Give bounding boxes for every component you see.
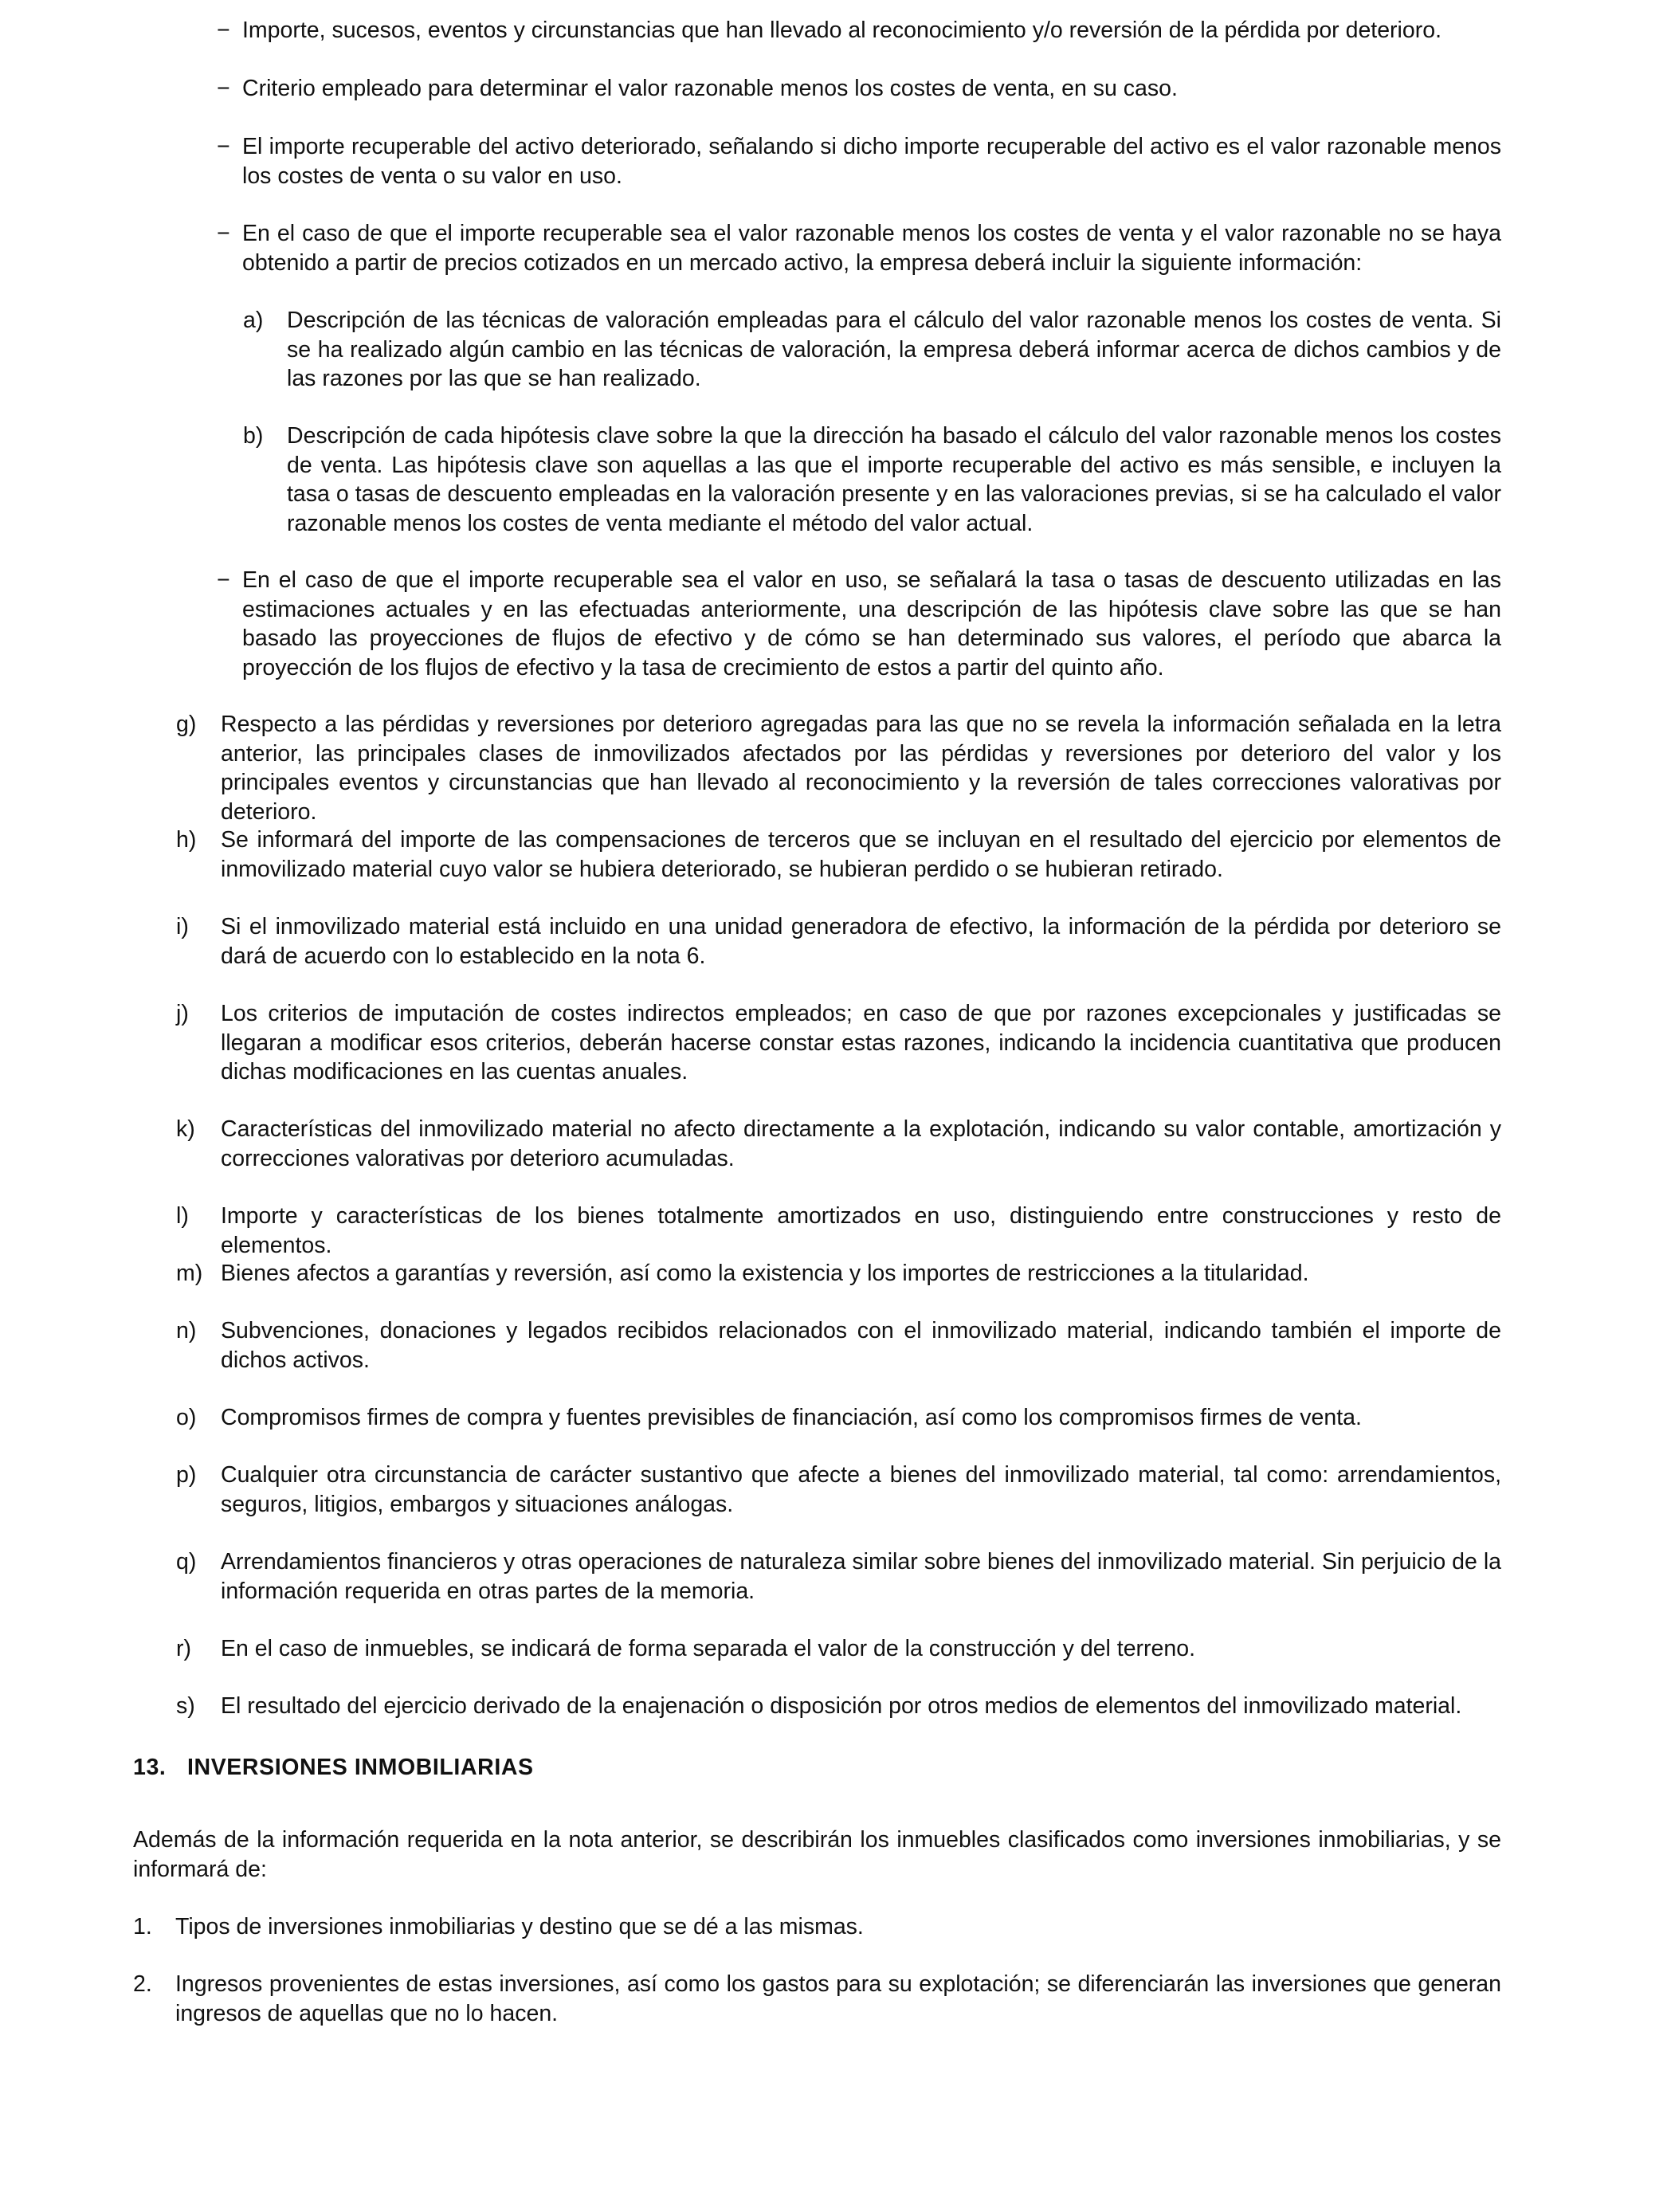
letter-item-text: En el caso de inmuebles, se indicará de forma separada el valor de la construcción y del terreno. <box>221 1636 1196 1661</box>
numbered-item <box>133 1970 1501 2028</box>
letter-marker: n) <box>176 1318 197 1343</box>
letter-item <box>176 1461 1501 1519</box>
letter-marker: r) <box>176 1636 191 1661</box>
letter-item-text: Respecto a las pérdidas y reversiones por deterioro agregadas para las que no se revela la información señalada en la letra anterior, las principales clases de inmovilizados afectados por las pérdidas y reversiones por deterioro del valor y los principales eventos y circunstancias que han llevado al reconocimiento y la reversión de tales correcciones valorativas por deterioro. <box>221 712 1501 825</box>
dash-item-text: En el caso de que el importe recuperable sea el valor razonable menos los costes de venta y el valor razonable no se haya obtenido a partir de precios cotizados en un mercado activo, la empresa deberá incluir la siguiente información: <box>242 221 1501 276</box>
letter-marker: o) <box>176 1405 197 1430</box>
sub-item-text: Descripción de cada hipótesis clave sobre la que la dirección ha basado el cálculo del valor razonable menos los costes de venta. Las hipótesis clave son aquellas a las que el importe recuperable del activo es más sensible, e incluyen la tasa o tasas de descuento empleadas en la valoración presente y en las valoraciones previas, si se ha calculado el valor razonable menos los costes de venta mediante el método del valor actual. <box>287 423 1501 536</box>
letter-marker: h) <box>176 827 197 853</box>
letter-marker: s) <box>176 1693 195 1719</box>
sub-item <box>243 306 1501 394</box>
letter-item <box>176 1115 1501 1173</box>
letter-marker: g) <box>176 712 197 737</box>
letter-item-text: Si el inmovilizado material está incluido en una unidad generadora de efectivo, la información de la pérdida por deterioro se dará de acuerdo con lo establecido en la nota 6. <box>221 914 1501 969</box>
letter-item <box>176 1634 1501 1664</box>
dash-item <box>217 74 1501 104</box>
numbered-item-text: Tipos de inversiones inmobiliarias y destino que se dé a las mismas. <box>175 1914 864 1939</box>
letter-item <box>176 1202 1501 1260</box>
letter-item-text: Los criterios de imputación de costes indirectos empleados; en caso de que por razones excepcionales y justificadas se llegaran a modificar esos criterios, deberán hacerse constar estas razones, indicando la incidencia cuantitativa que producen dichas modificaciones en las cuentas anuales. <box>221 1001 1501 1084</box>
dash-bullet: − <box>217 567 230 593</box>
letter-item-text: Importe y características de los bienes totalmente amortizados en uso, distinguiendo entre construcciones y resto de elementos. <box>221 1203 1501 1258</box>
letter-item-text: Características del inmovilizado material no afecto directamente a la explotación, indicando su valor contable, amortización y correcciones valorativas por deterioro acumuladas. <box>221 1116 1501 1171</box>
letter-item-text: Compromisos firmes de compra y fuentes previsibles de financiación, así como los compromisos firmes de venta. <box>221 1405 1362 1430</box>
dash-bullet: − <box>217 18 230 43</box>
section-title: INVERSIONES INMOBILIARIAS <box>187 1755 534 1780</box>
dash-item <box>217 16 1501 45</box>
sub-item <box>243 422 1501 538</box>
letter-item-text: Bienes afectos a garantías y reversión, así como la existencia y los importes de restricciones a la titularidad. <box>221 1261 1309 1286</box>
sub-item-marker: b) <box>243 423 264 449</box>
dash-item <box>217 219 1501 277</box>
section-number: 13. <box>133 1755 167 1780</box>
letter-marker: l) <box>176 1203 189 1229</box>
letter-item-text: Se informará del importe de las compensaciones de terceros que se incluyan en el resultado del ejercicio por elementos de inmovilizado material cuyo valor se hubiera deteriorado, se hubieran perdido o se hubieran retirado. <box>221 827 1501 882</box>
letter-item-text: Cualquier otra circunstancia de carácter sustantivo que afecte a bienes del inmovilizado material, tal como: arrendamientos, seguros, litigios, embargos y situaciones análogas. <box>221 1462 1501 1517</box>
letter-item <box>176 1316 1501 1375</box>
number-marker: 1. <box>133 1914 152 1939</box>
letter-marker: m) <box>176 1261 203 1286</box>
dash-item <box>217 566 1501 682</box>
letter-item <box>176 1259 1501 1288</box>
numbered-item-text: Ingresos provenientes de estas inversiones, así como los gastos para su explotación; se diferenciarán las inversiones que generan ingresos de aquellas que no lo hacen. <box>175 1971 1501 2026</box>
letter-marker: p) <box>176 1462 197 1488</box>
dash-item-text: El importe recuperable del activo deteriorado, señalando si dicho importe recuperable del activo es el valor razonable menos los costes de venta o su valor en uso. <box>242 134 1501 189</box>
letter-marker: q) <box>176 1549 197 1575</box>
sub-item-text: Descripción de las técnicas de valoración empleadas para el cálculo del valor razonable menos los costes de venta. Si se ha realizado algún cambio en las técnicas de valoración, la empresa deberá informar acerca de dichos cambios y de las razones por las que se han realizado. <box>287 308 1501 391</box>
letter-item <box>176 999 1501 1087</box>
section-heading <box>133 1753 1488 1783</box>
dash-bullet: − <box>217 221 230 246</box>
dash-bullet: − <box>217 76 230 101</box>
letter-item <box>176 1403 1501 1433</box>
letter-item-text: Arrendamientos financieros y otras operaciones de naturaleza similar sobre bienes del inmovilizado material. Sin perjuicio de la información requerida en otras partes de la memoria. <box>221 1549 1501 1604</box>
letter-item <box>176 1692 1501 1721</box>
dash-item-text: En el caso de que el importe recuperable sea el valor en uso, se señalará la tasa o tasas de descuento utilizadas en las estimaciones actuales y en las efectuadas anteriormente, una descripción de las hipótesis clave sobre las que se han basado las proyecciones de flujos de efectivo y de cómo se han determinado sus valores, el período que abarca la proyección de los flujos de efectivo y la tasa de crecimiento de estos a partir del quinto año. <box>242 567 1501 680</box>
numbered-item <box>133 1912 1501 1942</box>
dash-item <box>217 132 1501 190</box>
letter-marker: k) <box>176 1116 195 1142</box>
letter-marker: j) <box>176 1001 189 1026</box>
letter-item <box>176 912 1501 971</box>
letter-item <box>176 710 1501 826</box>
letter-marker: i) <box>176 914 189 939</box>
number-marker: 2. <box>133 1971 152 1997</box>
letter-item <box>176 1547 1501 1606</box>
dash-bullet: − <box>217 134 230 159</box>
dash-item-text: Criterio empleado para determinar el valor razonable menos los costes de venta, en su caso. <box>242 76 1178 101</box>
letter-item-text: Subvenciones, donaciones y legados recibidos relacionados con el inmovilizado material, indicando también el importe de dichos activos. <box>221 1318 1501 1373</box>
sub-item-marker: a) <box>243 308 264 333</box>
dash-item-text: Importe, sucesos, eventos y circunstancias que han llevado al reconocimiento y/o reversión de la pérdida por deterioro. <box>242 18 1441 43</box>
letter-item-text: El resultado del ejercicio derivado de la enajenación o disposición por otros medios de elementos del inmovilizado material. <box>221 1693 1462 1719</box>
letter-item <box>176 826 1501 884</box>
section-intro: Además de la información requerida en la nota anterior, se describirán los inmuebles clasificados como inversiones inmobiliarias, y se informará de: <box>133 1827 1501 1882</box>
